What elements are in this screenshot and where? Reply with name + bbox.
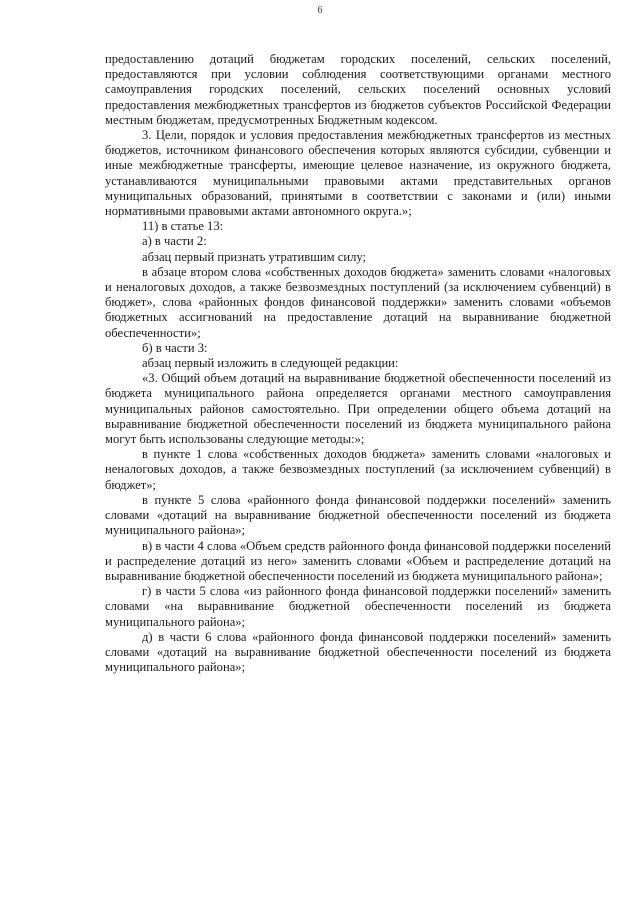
paragraph: абзац первый признать утратившим силу; [142, 249, 367, 264]
paragraph: 11) в статье 13: [142, 219, 224, 234]
page-number: 6 [317, 5, 323, 16]
paragraph: б) в части 3: [142, 340, 208, 355]
paragraph: в пункте 1 слова «собственных доходов бюджета» заменить словами «налоговых и неналоговых доходов, а также безвозмездных поступлений (за исключением субвенций) в бюджет»; [105, 447, 611, 492]
paragraph: абзац первый изложить в следующей редакции: [142, 356, 399, 371]
paragraph: в) в части 4 слова «Объем средств районного фонда финансовой поддержки поселений и распределение дотаций из него» заменить словами «Объем и распределение дотаций на выравнивание бюджетной обеспеченности поселений из бюджета муниципального района»; [105, 538, 611, 583]
paragraph: 3. Цели, порядок и условия предоставления межбюджетных трансфертов из местных бюджетов, источником финансового обеспечения которых являются субсидии, субвенции и иные межбюджетные трансферты, имеющие целевое назначение, из окружного бюджета, устанавливаются муниципальными правовыми актами представительных органов муниципальных образований, принятыми в соответствии с законами и (или) иными нормативными правовыми актами автономного округа.»; [105, 128, 611, 219]
paragraph: «3. Общий объем дотаций на выравнивание бюджетной обеспеченности поселений из бюджета муниципального района определяется органами местного самоуправления муниципальных районов самостоятельно. При определении общего объема дотаций на выравнивание бюджетной обеспеченности поселений из бюджета муниципального района могут быть использованы следующие методы:»; [105, 371, 611, 447]
paragraph: д) в части 6 слова «районного фонда финансовой поддержки поселений» заменить словами «дотаций на выравнивание бюджетной обеспеченности поселений из бюджета муниципального района»; [105, 629, 611, 675]
paragraph: а) в части 2: [142, 234, 207, 249]
paragraph: предоставлению дотаций бюджетам городских поселений, сельских поселений, предоставляются при условии соблюдения соответствующими органами местного самоуправления городских поселений, сельских поселений основных условий предоставления межбюджетных трансфертов из бюджетов субъектов Российской Федерации местным бюджетам, предусмотренных Бюджетным кодексом. [105, 52, 611, 127]
paragraph: г) в части 5 слова «из районного фонда финансовой поддержки поселений» заменить словами «на выравнивание бюджетной обеспеченности поселений из бюджета муниципального района»; [105, 584, 611, 629]
document-body [105, 52, 611, 675]
paragraph: в пункте 5 слова «районного фонда финансовой поддержки поселений» заменить словами «дотаций на выравнивание бюджетной обеспеченности поселений из бюджета муниципального района»; [105, 492, 611, 538]
paragraph: в абзаце втором слова «собственных доходов бюджета» заменить словами «налоговых и неналоговых доходов, а также безвозмездных поступлений (за исключением субвенций) в бюджет», слова «районных фондов финансовой поддержки» заменить словами «объемов бюджетных ассигнований на предоставление дотаций на выравнивание бюджетной обеспеченности»; [105, 264, 611, 340]
